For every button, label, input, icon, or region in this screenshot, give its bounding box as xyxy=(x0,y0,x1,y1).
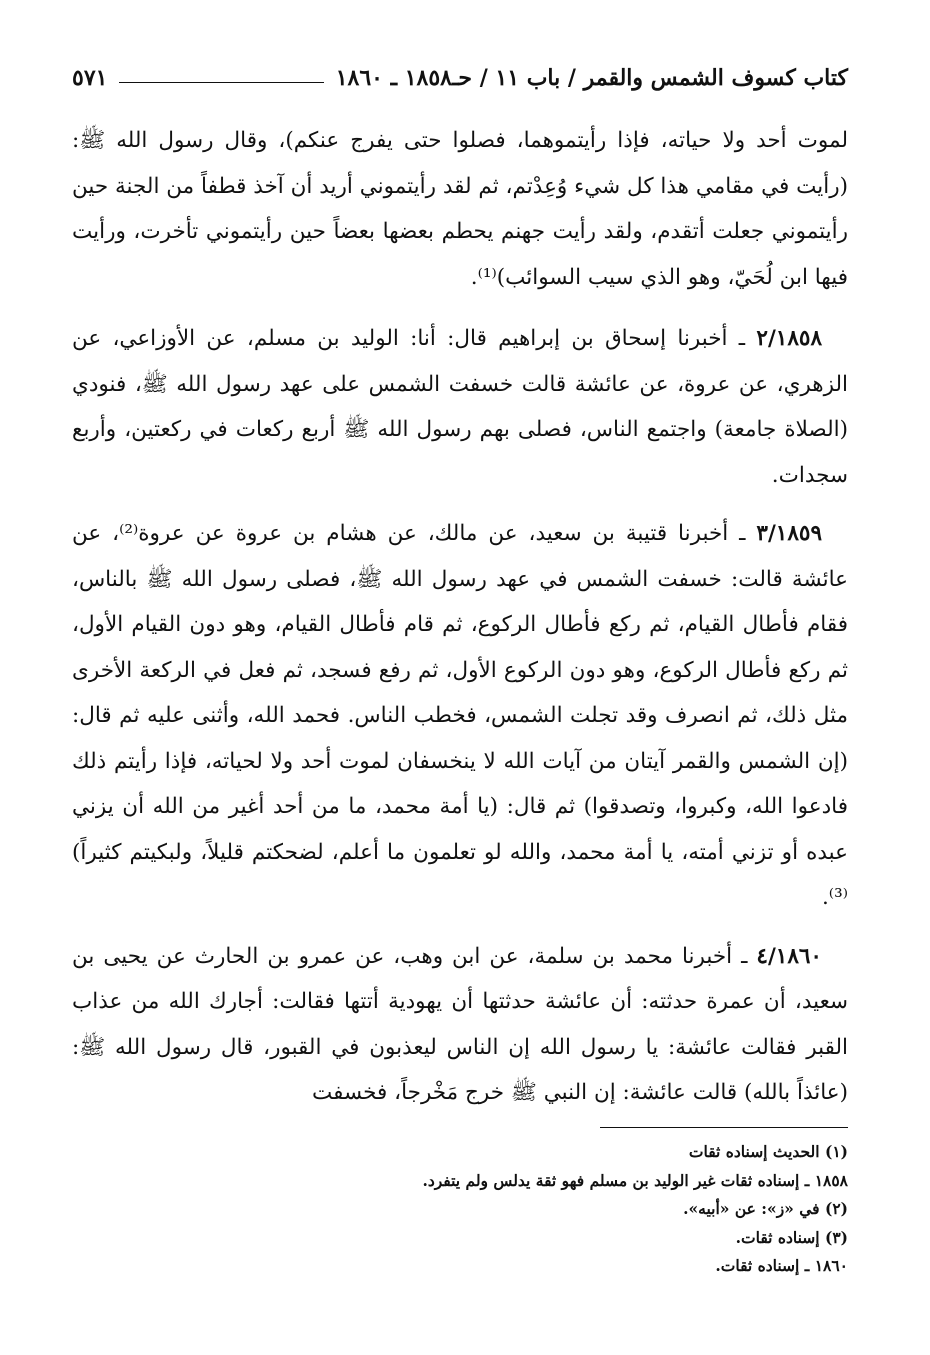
hadith-text: ـ أخبرنا قتيبة بن سعيد، عن مالك، عن هشام بن عروة عن عروة⁽²⁾، عن عائشة قالت: خسفت الشمس في عهد رسول الله ﷺ، فصلى رسول الله ﷺ بالناس، فقام فأطال القيام، ثم ركع فأطال الركوع، ثم قام فأطال القيام، وهو دون القيام الأول، ثم ركع فأطال الركوع، وهو دون الركوع الأول، ثم رفع فسجد، ثم فعل في الركعة الأخرى مثل ذلك، ثم انصرف وقد تجلت الشمس، فخطب الناس. فحمد الله، وأثنى عليه ثم قال: (إن الشمس والقمر آيتان من آيات الله لا ينخسفان لموت أحد ولا لحياته، فإذا رأيتم ذلك فادعوا الله، وكبروا، وتصدقوا) ثم قال: (يا أمة محمد، ما من أحد أغير من الله أن يزني عبده أو تزني أمته، يا أمة محمد، والله لو تعلمون ما أعلم، لضحكتم قليلاً، ولبكيتم كثيراً)⁽³⁾. xyxy=(72,521,848,910)
paragraph-continuation: لموت أحد ولا حياته، فإذا رأيتموهما، فصلوا حتى يفرج عنكم)، وقال رسول الله ﷺ: (رأيت في مقامي هذا كل شيء وُعِدْتم، ثم لقد رأيتموني أريد أن آخذ قطفاً من الجنة حين رأيتموني جعلت أتقدم، ولقد رأيت جهنم يحطم بعضها بعضاً حين رأيتموني تأخرت، ورأيت فيها ابن لُحَيّ، وهو الذي سيب السوائب)⁽¹⁾. xyxy=(72,128,848,290)
main-text xyxy=(72,118,848,1129)
running-head-rule xyxy=(119,82,323,83)
hadith-text: ـ أخبرنا إسحاق بن إبراهيم قال: أنا: الوليد بن مسلم، عن الأوزاعي، عن الزهري، عن عروة، عن عائشة قالت خسفت الشمس على عهد رسول الله ﷺ، فنودي (الصلاة جامعة) واجتمع الناس، فصلى بهم رسول الله ﷺ أربع ركعات في ركعتين، وأربع سجدات. xyxy=(72,326,848,488)
hadith-paragraph-1860 xyxy=(72,934,848,1116)
running-head xyxy=(72,58,848,98)
footnote: (٣) إسناده ثقات. xyxy=(735,1227,848,1247)
footnote: (١) الحديث إسناده ثقات xyxy=(688,1142,848,1161)
footnote: (٢) في «ز»: عن «أبيه». xyxy=(683,1199,848,1218)
hadith-number: ٣/١٨٥٩ xyxy=(756,521,822,546)
hadith-text: ـ أخبرنا محمد بن سلمة، عن ابن وهب، عن عمرو بن الحارث عن يحيى بن سعيد، أن عمرة حدثته: أن عائشة حدثتها أن يهودية أتتها فقالت: أجارك الله من عذاب القبر فقالت عائشة: يا رسول الله إن الناس ليعذبون في القبور، قال رسول الله ﷺ: (عائذاً بالله) قالت عائشة: إن النبي ﷺ خرج مَخْرجاً، فخسفت xyxy=(72,943,848,1105)
footnote-separator xyxy=(600,1127,848,1128)
page-number: ٥٧١ xyxy=(72,65,108,91)
hadith-number: ٤/١٨٦٠ xyxy=(756,943,822,969)
hadith-paragraph-1859 xyxy=(72,511,848,921)
running-head-title: كتاب كسوف الشمس والقمر / باب ١١ / حـ١٨٥٨ ـ ١٨٦٠ xyxy=(335,65,848,91)
footnote: ١٨٦٠ ـ إسناده ثقات. xyxy=(715,1256,848,1275)
footnotes xyxy=(72,1138,848,1281)
footnote: ١٨٥٨ ـ إسناده ثقات غير الوليد بن مسلم فهو ثقة يدلس ولم يتفرد. xyxy=(422,1170,848,1190)
hadith-paragraph-1858 xyxy=(72,316,848,498)
hadith-number: ٢/١٨٥٨ xyxy=(756,326,822,351)
